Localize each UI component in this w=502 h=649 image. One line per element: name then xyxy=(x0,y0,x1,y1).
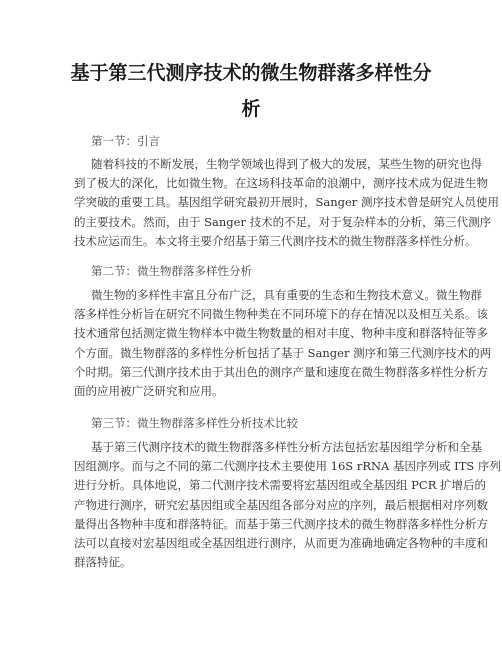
paragraph-line: 技术应运而生。本文将主要介绍基于第三代测序技术的微生物群落多样性分析。 xyxy=(74,233,477,248)
paragraph-line: 随着科技的不断发展，生物学领域也得到了极大的发展，某些生物的研究也得 xyxy=(91,157,482,171)
document-title-line-1: 基于第三代测序技术的微生物群落多样性分 xyxy=(70,62,432,84)
paragraph-line: 基于第三代测序技术的微生物群落多样性分析方法包括宏基因组学分析和全基 xyxy=(91,440,482,454)
paragraph-line: 因组测序。而与之不同的第二代测序技术主要使用 16S rRNA 基因序列或 ITS 序列 xyxy=(74,459,501,474)
paragraph-line: 的主要技术。然而，由于 Sanger 技术的不足，对于复杂样本的分析，第三代测序 xyxy=(74,214,492,229)
section-3-heading: 第三节：微生物群落多样性分析技术比较 xyxy=(91,416,298,430)
section-1-paragraph xyxy=(74,155,499,251)
paragraph-line: 微生物的多样性丰富且分布广泛，具有重要的生态和生物技术意义。微生物群 xyxy=(91,288,482,302)
section-2-heading: 第二节：微生物群落多样性分析 xyxy=(91,264,252,278)
paragraph-line: 学突破的重要工具。基因组学研究最初开展时，Sanger 测序技术曾是研究人员使用 xyxy=(74,195,499,210)
paragraph-line: 量得出各物种丰度和群落特征。而基于第三代测序技术的微生物群落多样性分析方 xyxy=(74,516,488,531)
paragraph-line: 落多样性分析旨在研究不同微生物种类在不同环境下的存在情况以及相互关系。该 xyxy=(74,307,488,322)
paragraph-line: 产物进行测序，研究宏基因组或全基因组各部分对应的序列，最后根据相对序列数 xyxy=(74,497,488,512)
section-3-paragraph xyxy=(74,438,501,572)
paragraph-line: 个时期。第三代测序技术由于其出色的测序产量和速度在微生物群落多样性分析方 xyxy=(74,364,488,379)
section-2-paragraph xyxy=(74,286,492,401)
paragraph-line: 群落特征。 xyxy=(74,555,132,570)
paragraph-line: 面的应用被广泛研究和应用。 xyxy=(74,384,224,399)
paragraph-line: 到了极大的深化，比如微生物。在这场科技革命的浪潮中，测序技术成为促进生物 xyxy=(74,176,488,191)
paragraph-line: 个方面。微生物群落的多样性分析包括了基于 Sanger 测序和第三代测序技术的两 xyxy=(74,345,492,360)
section-1-heading: 第一节：引言 xyxy=(91,134,160,148)
paragraph-line: 技术通常包括测定微生物样本中微生物数量的相对丰度、物种丰度和群落特征等多 xyxy=(74,326,488,341)
paragraph-line: 法可以直接对宏基因组或全基因组进行测序，从而更为准确地确定各物种的丰度和 xyxy=(74,536,488,551)
document-title-line-2: 析 xyxy=(241,98,261,120)
paragraph-line: 进行分析。具体地说，第二代测序技术需要将宏基因组或全基因组 PCR 扩增后的 xyxy=(74,478,487,493)
